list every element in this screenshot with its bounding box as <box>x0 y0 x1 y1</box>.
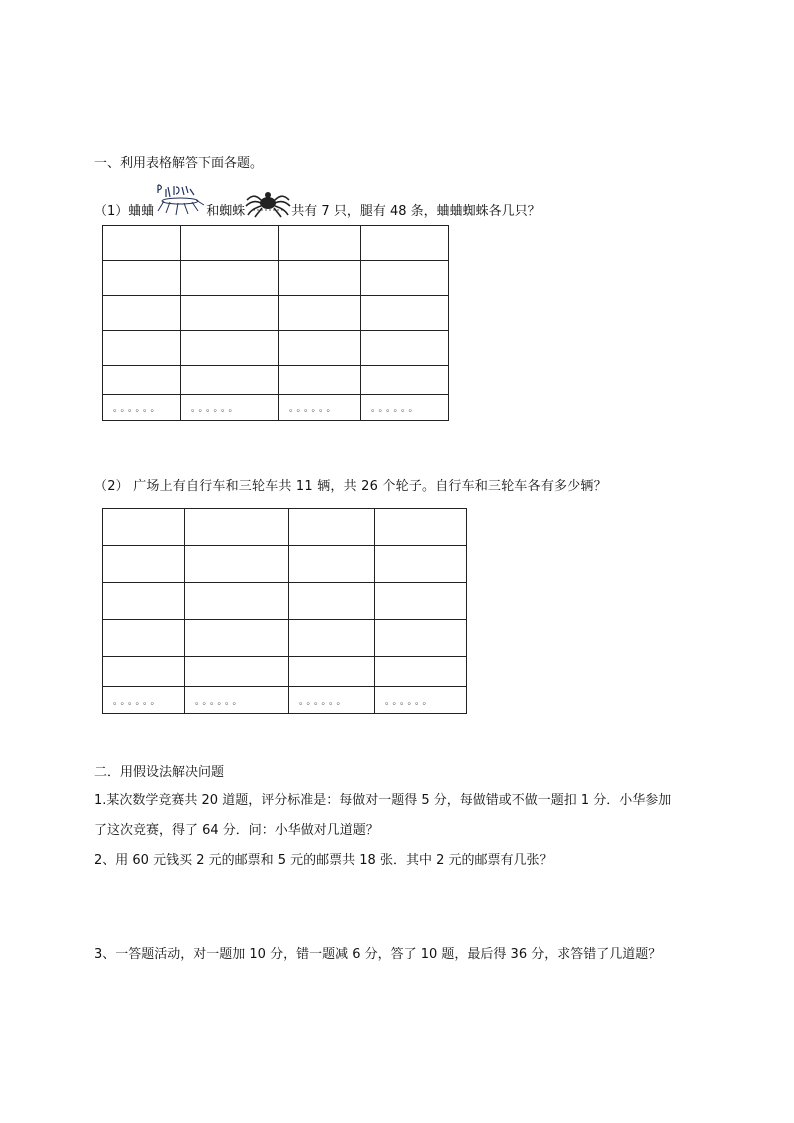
table-cell[interactable] <box>289 657 375 687</box>
problem3: 3、一答题活动，对一题加 10 分，错一题减 6 分，答了 10 题，最后得 36 分，求答错了几道题？ <box>94 947 662 962</box>
table-row <box>103 657 467 687</box>
table-cell[interactable] <box>181 366 279 395</box>
table-cell[interactable] <box>185 546 289 583</box>
dots-cell: 。。。。。。 <box>103 395 181 421</box>
table-cell[interactable] <box>375 509 467 546</box>
question1 <box>94 198 541 220</box>
table-cell[interactable] <box>181 296 279 331</box>
spider-icon <box>245 196 291 222</box>
dots-cell: 。。。。。。 <box>103 687 185 714</box>
table-cell[interactable] <box>361 296 449 331</box>
table-cell[interactable] <box>103 366 181 395</box>
table-row <box>103 583 467 620</box>
table-cell[interactable] <box>279 261 361 296</box>
table-cell[interactable] <box>361 226 449 261</box>
table-row <box>103 546 467 583</box>
problem2: 2、用 60 元钱买 2 元的邮票和 5 元的邮票共 18 张．其中 2 元的邮票有几张？ <box>94 853 553 868</box>
table-row <box>103 620 467 657</box>
table-row <box>103 366 449 395</box>
table-cell[interactable] <box>181 226 279 261</box>
table-cell[interactable] <box>279 366 361 395</box>
table-cell[interactable] <box>181 331 279 366</box>
dots-cell: 。。。。。。 <box>181 395 279 421</box>
table-row <box>103 261 449 296</box>
table-cell[interactable] <box>103 509 185 546</box>
problem1-line1: 1.某次数学竞赛共 20 道题，评分标准是：每做对一题得 5 分，每做错或不做一题扣 1 分．小华参加 <box>94 793 672 808</box>
section1-heading: 一、利用表格解答下面各题。 <box>94 156 264 171</box>
table-cell[interactable] <box>289 509 375 546</box>
table-cell[interactable] <box>375 620 467 657</box>
dots-cell: 。。。。。。 <box>279 395 361 421</box>
question1-part-a: （1）蛐蛐 <box>94 203 155 219</box>
table-row <box>103 687 467 714</box>
table-cell[interactable] <box>375 583 467 620</box>
problem1-line2: 了这次竞赛，得了 64 分．问：小华做对几道题？ <box>94 823 379 838</box>
question1-part-b: 和蜘蛛 <box>206 203 246 219</box>
table-cell[interactable] <box>279 331 361 366</box>
table-cell[interactable] <box>103 657 185 687</box>
table-cell[interactable] <box>103 331 181 366</box>
table-cell[interactable] <box>361 366 449 395</box>
table-cell[interactable] <box>181 261 279 296</box>
question2: （2） 广场上有自行车和三轮车共 11 辆，共 26 个轮子。自行车和三轮车各有多少辆？ <box>94 479 607 494</box>
question1-part-c: 共有 7 只，腿有 48 条，蛐蛐蜘蛛各几只？ <box>291 203 541 219</box>
table-cell[interactable] <box>103 583 185 620</box>
table-cell[interactable] <box>103 296 181 331</box>
table-cell[interactable] <box>185 509 289 546</box>
table-cell[interactable] <box>375 546 467 583</box>
dots-cell: 。。。。。。 <box>361 395 449 421</box>
table-row <box>103 331 449 366</box>
cricket-icon <box>154 197 206 221</box>
table-cell[interactable] <box>361 261 449 296</box>
table-cell[interactable] <box>279 296 361 331</box>
table-cell[interactable] <box>185 657 289 687</box>
table-cell[interactable] <box>361 331 449 366</box>
table-cell[interactable] <box>103 620 185 657</box>
table-cell[interactable] <box>279 226 361 261</box>
table-row <box>103 395 449 421</box>
table-cell[interactable] <box>185 583 289 620</box>
table-cell[interactable] <box>103 226 181 261</box>
table-cell[interactable] <box>185 620 289 657</box>
table-cell[interactable] <box>289 583 375 620</box>
dots-cell: 。。。。。。 <box>185 687 289 714</box>
table-cell[interactable] <box>103 546 185 583</box>
dots-cell: 。。。。。。 <box>289 687 375 714</box>
table-cell[interactable] <box>289 620 375 657</box>
table-row <box>103 296 449 331</box>
answer-table-1 <box>102 225 449 421</box>
table-row <box>103 226 449 261</box>
answer-table-2 <box>102 508 467 714</box>
table-cell[interactable] <box>103 261 181 296</box>
table-cell[interactable] <box>289 546 375 583</box>
table-cell[interactable] <box>375 657 467 687</box>
section2-heading: 二．用假设法解决问题 <box>94 765 225 780</box>
table-row <box>103 509 467 546</box>
dots-cell: 。。。。。。 <box>375 687 467 714</box>
